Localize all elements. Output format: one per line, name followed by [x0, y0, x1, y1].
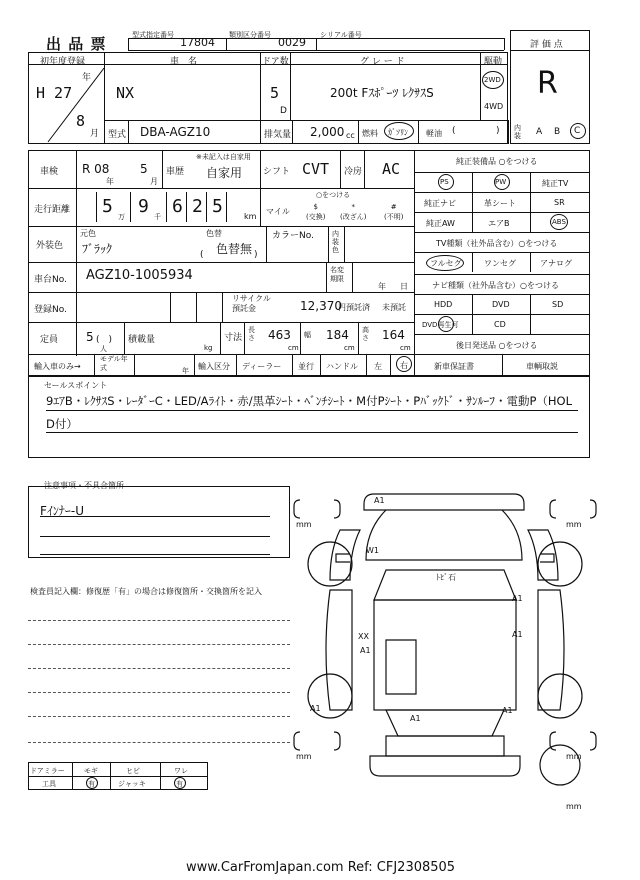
equip-navi: 純正ナビ	[424, 199, 456, 208]
history-label: 車歴	[166, 167, 185, 177]
dims-label: 寸法	[224, 333, 243, 343]
doors: 5	[270, 84, 280, 102]
mile: マイル	[266, 207, 290, 216]
sales-label: セールスポイント	[44, 381, 108, 390]
tv-full: フルセグ	[430, 259, 462, 268]
legend-mogi: モギ	[84, 767, 98, 775]
int-c: C	[574, 126, 581, 136]
sales-box	[28, 376, 590, 458]
nav-dvd-play: DVD再生可	[422, 321, 459, 329]
shaken-label: 車検	[40, 167, 59, 177]
cc-unit: cc	[346, 131, 355, 140]
first-reg-label: 初年度登録	[40, 57, 86, 67]
drive-4wd: 4WD	[484, 102, 504, 111]
score-label: 評 価 点	[530, 40, 563, 50]
equip-airbag: エアB	[488, 219, 510, 228]
orig-color-label: 元色	[80, 229, 96, 238]
mark-left-door: A1	[360, 646, 371, 655]
type-no: 17804	[180, 36, 215, 49]
shaken-era: R 08	[82, 162, 110, 176]
notes-box	[28, 486, 290, 558]
fuel: ｶﾞｿﾘﾝ	[388, 128, 408, 137]
legend-hibi: ヒビ	[126, 767, 140, 775]
score-value: R	[537, 66, 558, 101]
chassis: AGZ10-1005934	[86, 268, 193, 283]
mileage-d1: 5	[102, 196, 113, 217]
mileage-d4: 2	[192, 196, 203, 217]
equip-sr: SR	[554, 198, 565, 207]
legend-tools: 工具	[42, 780, 56, 788]
model: DBA-AGZ10	[140, 125, 211, 139]
equip-aw: 純正AW	[426, 219, 455, 228]
sheet-title: 出 品 票	[46, 35, 107, 53]
mark-front-bumper: A1	[374, 496, 385, 505]
car-body-diagram	[290, 470, 600, 810]
month-unit: 月	[90, 129, 100, 139]
year-unit: 年	[82, 73, 92, 83]
ac-label: 冷房	[344, 167, 363, 177]
mark-w1: W1	[366, 546, 379, 555]
category-no: 0029	[278, 36, 306, 49]
nav-hdd: HDD	[434, 300, 453, 309]
category-no-label: 類別区分番号	[229, 31, 271, 39]
import-type-label: 輸入区分	[198, 362, 230, 371]
equip-abs: ABS	[552, 218, 566, 226]
mark-right-front: A1	[512, 594, 523, 603]
capacity-label: 定員	[40, 335, 59, 345]
mileage-d3: 6	[172, 196, 183, 217]
shaken-month: 5	[140, 162, 148, 176]
int-b: B	[554, 127, 561, 137]
history-note: ※未記入は自家用	[196, 153, 251, 161]
handle-label: ハンドル	[326, 362, 358, 371]
load-label: 積載量	[128, 335, 156, 345]
model-label: 型式	[108, 130, 127, 140]
equip-leather: 革シート	[484, 199, 516, 208]
sales-line2: D付）	[46, 417, 78, 431]
displacement: 2,000	[310, 125, 345, 139]
mileage-d2: 9	[138, 196, 149, 217]
notes-value: Fｲﾝﾅｰ-U	[40, 504, 85, 518]
notes-label: 注意事項・不具合箇所	[44, 481, 124, 490]
recycle-unit: 円預託済	[338, 303, 370, 312]
mark-chip: ﾄﾋﾞ石	[436, 573, 456, 582]
car-name-label: 車 名	[170, 57, 198, 67]
equip-ps: PS	[440, 178, 449, 186]
capacity: 5	[86, 330, 94, 344]
recycle: 12,370	[300, 299, 342, 313]
shift-label: シフト	[263, 167, 291, 177]
mark-rear: A1	[410, 714, 421, 723]
std-equip-label: 純正装備品 ○をつける	[456, 157, 538, 166]
mark-right-door: A1	[512, 630, 523, 639]
orig-color: ﾌﾞﾗｯｸ	[82, 242, 113, 256]
handle-left: 左	[374, 362, 382, 371]
tv-one: ワンセグ	[484, 259, 516, 268]
import-label: 輸入車のみ→	[34, 362, 81, 371]
shift: CVT	[302, 160, 330, 178]
mileage-d5: 5	[212, 196, 223, 217]
width: 184	[326, 328, 349, 342]
mileage-label: 走行距離	[34, 205, 71, 215]
serial-label: シリアル番号	[320, 31, 362, 39]
inspector-label: 検査員記入欄：修復歴「有」の場合は修復箇所・交換箇所を記入	[30, 587, 262, 596]
modelyear-label: モデル年式	[100, 355, 128, 372]
drive-2wd: 2WD	[484, 76, 501, 84]
legend-jack-has: 有	[176, 780, 183, 788]
fuel-label: 燃料	[362, 129, 378, 138]
interior-label: 内装	[514, 124, 521, 140]
docs-label: 後日発送品 ○をつける	[456, 341, 538, 350]
doors-label: ドア数	[262, 57, 289, 67]
tv-analog: アナログ	[540, 259, 572, 268]
exchanged: $ (交換)	[306, 203, 326, 221]
door-type: D	[280, 106, 287, 116]
displacement-label: 排気量	[264, 130, 292, 140]
handle-right: 右	[400, 361, 408, 370]
equip-pw: PW	[495, 178, 507, 186]
car-name: NX	[116, 84, 135, 102]
int-a: A	[536, 127, 543, 137]
circle-note: ○をつける	[316, 191, 351, 199]
color-change: 色替無	[216, 242, 253, 256]
doc-manual: 車輌取説	[526, 362, 558, 371]
nav-label: ナビ種類（社外品含む）○をつける	[432, 281, 559, 290]
ac: AC	[382, 160, 401, 178]
int-color-label: 内装色	[332, 230, 339, 254]
sales-line1: 9ｴｱB・ﾚｸｻｽS・ﾚｰﾀﾞｰC・LED/Aﾗｲﾄ・赤/黒革ｼｰﾄ・ﾍﾞﾝﾁｼｰﾄ・M付Pｼｰﾄ・Pﾊﾞｯｸﾄﾞ・ｻﾝﾙｰﾌ・電動P（HOL	[46, 394, 573, 408]
legend-ware: ワレ	[174, 767, 188, 775]
history: 自家用	[206, 166, 243, 180]
color-label: 外装色	[36, 241, 64, 251]
nav-dvd: DVD	[492, 300, 510, 309]
grade-label: グ レ ー ド	[360, 57, 405, 67]
light-oil: 軽油	[426, 129, 442, 138]
unknown: # (不明)	[384, 203, 404, 221]
mark-rear-right: A1	[502, 706, 513, 715]
grade: 200t Fｽﾎﾟｰﾂ ﾚｸｻｽS	[330, 86, 434, 100]
doc-warranty: 新車保証書	[434, 362, 474, 371]
namechange-label: 名変期限	[330, 266, 344, 283]
dealer: ディーラー	[242, 362, 282, 371]
parallel: 並行	[298, 362, 314, 371]
legend-tools-has: 有	[88, 780, 95, 788]
drive-label: 駆動	[484, 57, 503, 67]
color-no-label: カラーNo.	[272, 231, 314, 241]
length: 463	[268, 328, 291, 342]
footer-ref: www.CarFromJapan.com Ref: CFJ2308505	[186, 860, 456, 875]
modified: * (改ざん)	[340, 203, 367, 221]
height: 164	[382, 328, 405, 342]
equip-tv: 純正TV	[542, 179, 569, 188]
recycle-label: リサイクル預託金	[232, 294, 271, 313]
mark-rear-left: A1	[310, 704, 321, 713]
nav-sd: SD	[552, 300, 564, 309]
legend-jack: ジャッキ	[118, 780, 146, 788]
color-change-label: 色替	[206, 229, 222, 238]
legend-mirror: ドアミラー	[30, 767, 65, 775]
chassis-label: 車台No.	[34, 275, 67, 285]
tv-label: TV種類（社外品含む）○をつける	[436, 239, 558, 248]
first-reg-month: 8	[76, 112, 86, 130]
unpaid: 未預託	[382, 303, 406, 312]
nav-cd: CD	[494, 320, 506, 329]
first-reg-era: H 27	[36, 84, 73, 102]
mark-xx: XX	[358, 632, 369, 641]
reg-label: 登録No.	[34, 305, 67, 315]
type-no-label: 型式指定番号	[132, 31, 174, 39]
